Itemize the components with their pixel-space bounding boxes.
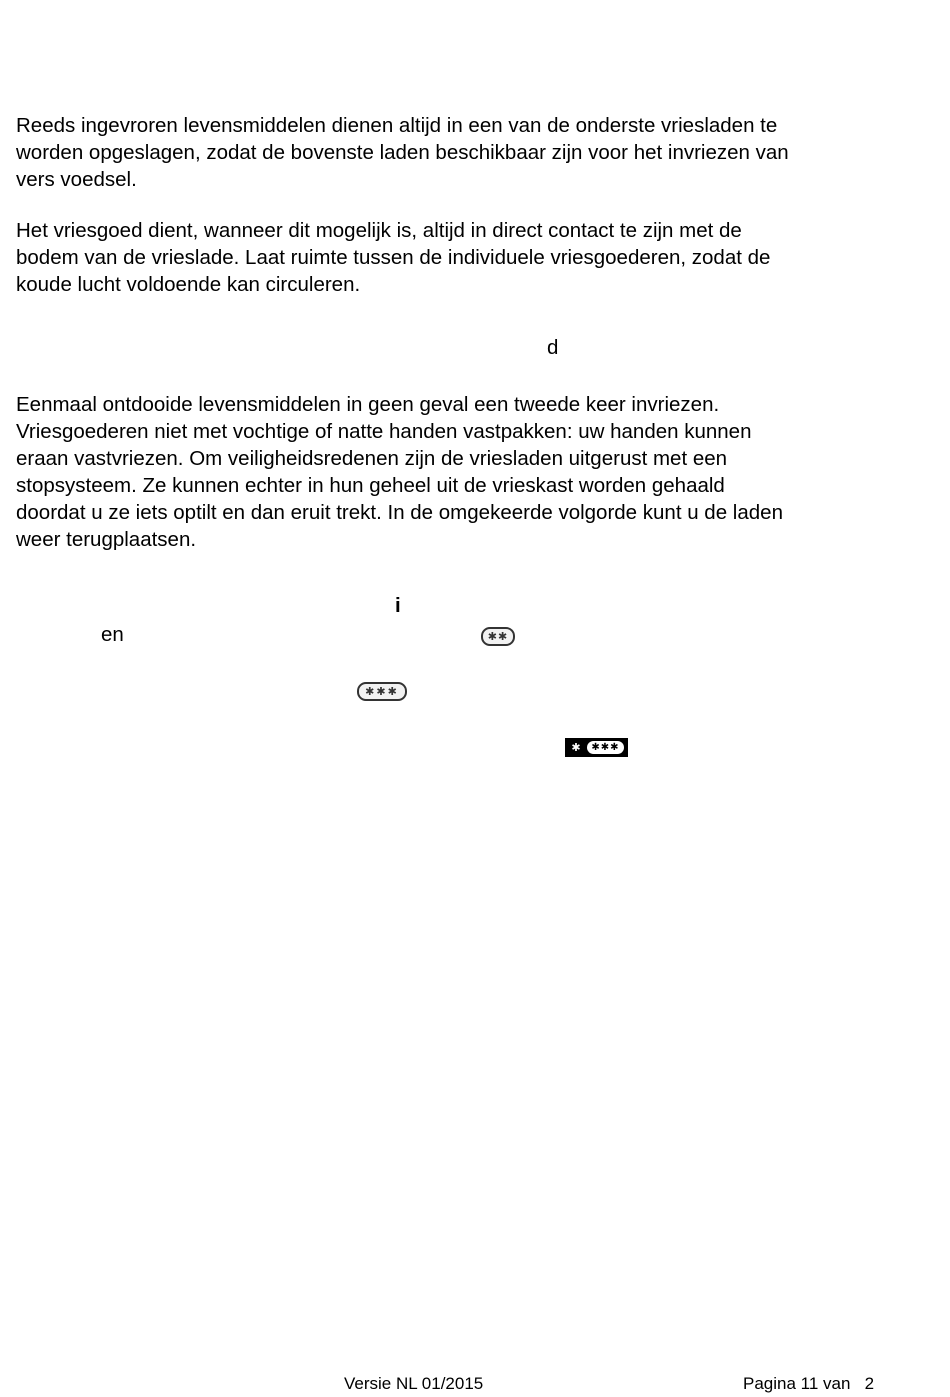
footer-page-number: Pagina 11 van 2 bbox=[743, 1374, 875, 1393]
text-fragment-i: i bbox=[395, 594, 401, 617]
four-star-single-star: ✱ bbox=[571, 741, 581, 754]
three-star-freezer-icon: ✱✱✱ bbox=[357, 682, 407, 701]
paragraph-safety-instructions: Eenmaal ontdooide levensmiddelen in geen geval een tweede keer invriezen. Vriesgoederen niet met vochtige of natte handen vastpakken: uw handen kunnen eraan vastvriezen. Om veiligheidsredenen zijn de vriesladen uitgerust met een stopsysteem. Ze kunnen echter in hun geheel uit de vrieskast worden gehaald doordat u ze iets optilt en dan eruit trekt. In de omgekeerde volgorde kunt u de laden weer terugplaatsen. bbox=[16, 393, 783, 551]
text-fragment-en: en bbox=[101, 623, 124, 646]
paragraph-frozen-food-storage: Reeds ingevroren levensmiddelen dienen altijd in een van de onderste vriesladen te worden opgeslagen, zodat de bovenste laden beschikbaar zijn voor het invriezen van vers voedsel. bbox=[16, 114, 789, 191]
paragraph-contact-drawer-bottom: Het vriesgoed dient, wanneer dit mogelijk is, altijd in direct contact te zijn met de bodem van de vrieslade. Laat ruimte tussen de individuele vriesgoederen, zodat de koude lucht voldoende kan circuleren. bbox=[16, 219, 771, 296]
text-fragment-d: d bbox=[547, 336, 559, 359]
four-star-triple-star: ✱✱✱ bbox=[587, 741, 624, 754]
footer-version: Versie NL 01/2015 bbox=[344, 1374, 484, 1393]
two-star-freezer-icon: ✱✱ bbox=[481, 627, 515, 646]
four-star-freezer-icon bbox=[565, 738, 628, 757]
